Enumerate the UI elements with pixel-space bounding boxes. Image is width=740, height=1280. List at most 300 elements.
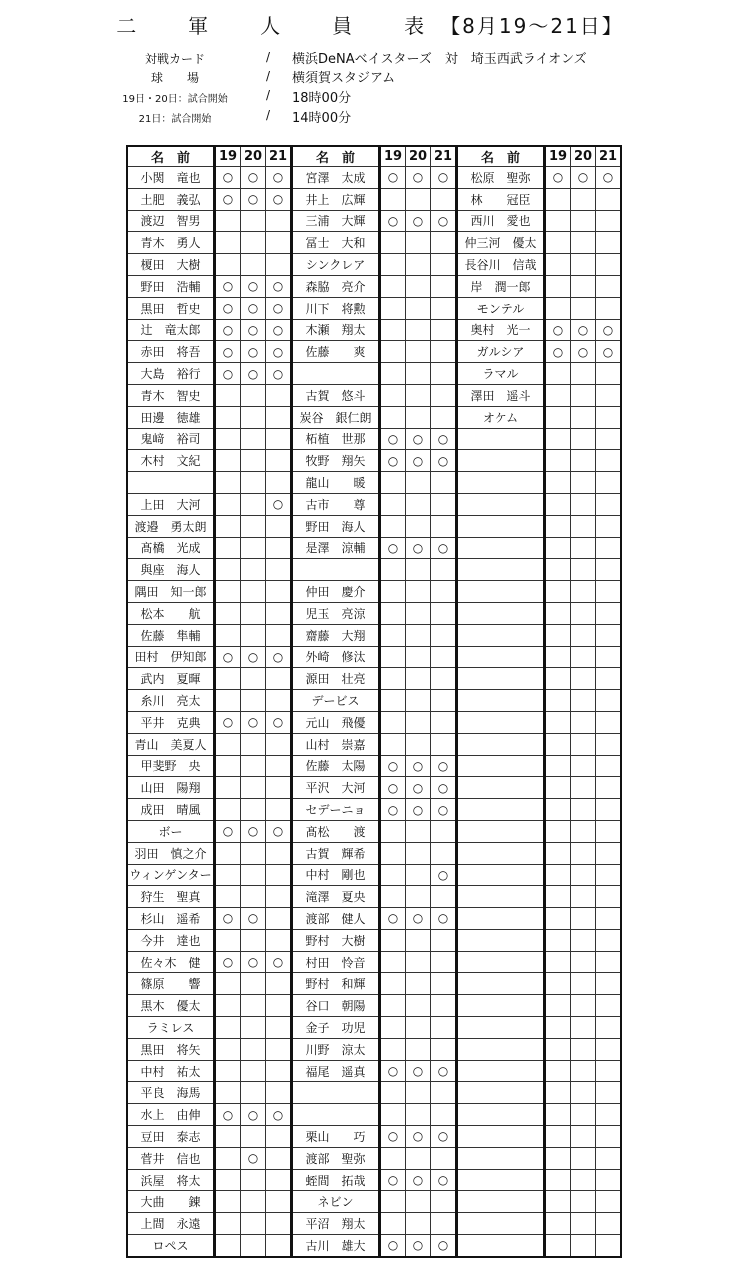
circle-mark: ○	[247, 170, 259, 185]
player-name: 平良 海馬	[127, 1082, 215, 1104]
attendance-cell-20	[406, 428, 431, 450]
attendance-cell-20	[571, 1213, 596, 1235]
attendance-cell-20	[241, 363, 266, 385]
table-row	[127, 559, 621, 581]
circle-mark: ○	[272, 497, 284, 512]
attendance-cell-20	[406, 1104, 431, 1126]
attendance-cell-21	[596, 275, 622, 297]
table-row	[127, 537, 621, 559]
attendance-cell-21	[266, 624, 292, 646]
attendance-cell-21	[266, 1082, 292, 1104]
attendance-cell-21	[431, 1147, 457, 1169]
player-name: 冨士 大和	[292, 232, 380, 254]
attendance-cell-20	[571, 908, 596, 930]
table-row	[127, 820, 621, 842]
attendance-cell-21	[431, 690, 457, 712]
attendance-cell-19	[545, 363, 571, 385]
attendance-cell-21	[596, 755, 622, 777]
attendance-cell-21	[266, 1169, 292, 1191]
attendance-cell-21	[596, 493, 622, 515]
attendance-cell-19	[380, 384, 406, 406]
attendance-cell-19	[380, 820, 406, 842]
player-name: 蛭間 拓哉	[292, 1169, 380, 1191]
attendance-cell-21	[266, 384, 292, 406]
attendance-cell-19	[380, 450, 406, 472]
attendance-cell-20	[241, 842, 266, 864]
player-name: 炭谷 銀仁朗	[292, 406, 380, 428]
attendance-cell-19	[215, 799, 241, 821]
player-name: 山村 崇嘉	[292, 733, 380, 755]
attendance-cell-19	[545, 297, 571, 319]
circle-mark: ○	[412, 1173, 424, 1188]
attendance-cell-21	[431, 886, 457, 908]
attendance-cell-19	[545, 319, 571, 341]
player-name	[457, 995, 545, 1017]
attendance-cell-20	[241, 1191, 266, 1213]
table-row	[127, 668, 621, 690]
table-row	[127, 406, 621, 428]
circle-mark: ○	[222, 715, 234, 730]
circle-mark: ○	[437, 1173, 449, 1188]
attendance-cell-21	[266, 1213, 292, 1235]
player-name: 青山 美夏人	[127, 733, 215, 755]
attendance-cell-20	[406, 820, 431, 842]
attendance-cell-21	[596, 1235, 622, 1257]
player-name	[457, 1147, 545, 1169]
attendance-cell-20	[241, 995, 266, 1017]
attendance-cell-21	[596, 581, 622, 603]
table-row	[127, 777, 621, 799]
player-name: 佐藤 隼輔	[127, 624, 215, 646]
player-name	[457, 1017, 545, 1039]
attendance-cell-21	[596, 1104, 622, 1126]
attendance-cell-19	[545, 602, 571, 624]
circle-mark: ○	[437, 540, 449, 555]
attendance-cell-21	[266, 493, 292, 515]
circle-mark: ○	[577, 322, 589, 337]
player-name: 榎田 大樹	[127, 254, 215, 276]
attendance-cell-20	[406, 690, 431, 712]
attendance-cell-21	[431, 1235, 457, 1257]
attendance-cell-20	[406, 450, 431, 472]
table-row	[127, 929, 621, 951]
player-name: 西川 愛也	[457, 210, 545, 232]
attendance-cell-19	[545, 1147, 571, 1169]
attendance-cell-21	[266, 537, 292, 559]
attendance-cell-20	[406, 472, 431, 494]
player-name: オケム	[457, 406, 545, 428]
separator: /	[266, 69, 271, 83]
attendance-cell-20	[571, 690, 596, 712]
player-name: 黒田 将矢	[127, 1038, 215, 1060]
player-name	[457, 646, 545, 668]
attendance-cell-21	[266, 1235, 292, 1257]
player-name	[457, 1191, 545, 1213]
attendance-cell-19	[545, 1126, 571, 1148]
attendance-cell-20	[241, 886, 266, 908]
attendance-cell-20	[241, 275, 266, 297]
attendance-cell-19	[215, 1169, 241, 1191]
attendance-cell-21	[431, 210, 457, 232]
player-name: 田邊 徳雄	[127, 406, 215, 428]
table-row	[127, 1126, 621, 1148]
attendance-cell-21	[596, 537, 622, 559]
attendance-cell-20	[241, 167, 266, 189]
table-row	[127, 1213, 621, 1235]
circle-mark: ○	[222, 911, 234, 926]
player-name: 中村 剛也	[292, 864, 380, 886]
header-day-21: 21	[431, 146, 457, 167]
attendance-cell-21	[266, 1017, 292, 1039]
attendance-cell-21	[596, 254, 622, 276]
player-name	[457, 842, 545, 864]
attendance-cell-19	[215, 1082, 241, 1104]
attendance-cell-21	[596, 777, 622, 799]
attendance-cell-20	[571, 799, 596, 821]
attendance-cell-21	[431, 363, 457, 385]
player-name: 渡部 聖弥	[292, 1147, 380, 1169]
player-name: 古賀 悠斗	[292, 384, 380, 406]
attendance-cell-19	[545, 690, 571, 712]
header-day-19: 19	[545, 146, 571, 167]
attendance-cell-19	[545, 1169, 571, 1191]
attendance-cell-19	[545, 668, 571, 690]
table-row	[127, 951, 621, 973]
attendance-cell-21	[431, 602, 457, 624]
attendance-cell-21	[596, 690, 622, 712]
attendance-cell-21	[596, 428, 622, 450]
attendance-cell-21	[596, 188, 622, 210]
player-name	[457, 951, 545, 973]
table-row	[127, 1038, 621, 1060]
attendance-cell-19	[380, 363, 406, 385]
circle-mark: ○	[222, 192, 234, 207]
attendance-cell-20	[241, 341, 266, 363]
attendance-cell-19	[380, 1104, 406, 1126]
circle-mark: ○	[437, 867, 449, 882]
attendance-cell-19	[545, 646, 571, 668]
separator: /	[266, 108, 271, 122]
header-name: 名 前	[292, 146, 380, 167]
attendance-cell-20	[241, 1169, 266, 1191]
attendance-cell-19	[215, 908, 241, 930]
attendance-cell-21	[431, 668, 457, 690]
attendance-cell-20	[241, 210, 266, 232]
circle-mark: ○	[247, 322, 259, 337]
attendance-cell-20	[241, 690, 266, 712]
circle-mark: ○	[437, 1238, 449, 1253]
circle-mark: ○	[222, 322, 234, 337]
attendance-cell-19	[380, 581, 406, 603]
player-name: 杉山 遥希	[127, 908, 215, 930]
player-name: 青木 勇人	[127, 232, 215, 254]
player-name: 野田 海人	[292, 515, 380, 537]
table-row	[127, 1147, 621, 1169]
attendance-cell-21	[431, 1169, 457, 1191]
attendance-cell-19	[380, 1147, 406, 1169]
player-name: 古市 尊	[292, 493, 380, 515]
player-name: 川下 将勲	[292, 297, 380, 319]
attendance-cell-21	[596, 799, 622, 821]
attendance-cell-19	[215, 341, 241, 363]
player-name: 浜屋 将太	[127, 1169, 215, 1191]
attendance-cell-19	[545, 167, 571, 189]
attendance-cell-20	[241, 297, 266, 319]
attendance-cell-20	[571, 450, 596, 472]
circle-mark: ○	[272, 366, 284, 381]
attendance-cell-19	[215, 777, 241, 799]
player-name: 元山 飛優	[292, 711, 380, 733]
attendance-cell-20	[406, 167, 431, 189]
player-name: 龍山 暖	[292, 472, 380, 494]
attendance-cell-21	[431, 711, 457, 733]
player-name: 辻 竜太郎	[127, 319, 215, 341]
attendance-cell-21	[596, 1082, 622, 1104]
attendance-cell-20	[406, 363, 431, 385]
player-name	[292, 559, 380, 581]
info-value: 18時00分	[292, 91, 352, 106]
attendance-cell-21	[431, 1191, 457, 1213]
table-row	[127, 886, 621, 908]
attendance-cell-20	[406, 232, 431, 254]
attendance-cell-21	[596, 1147, 622, 1169]
player-name: 髙松 渡	[292, 820, 380, 842]
circle-mark: ○	[412, 911, 424, 926]
attendance-cell-20	[571, 1191, 596, 1213]
attendance-cell-20	[571, 864, 596, 886]
player-name	[292, 363, 380, 385]
player-name: 野村 大樹	[292, 929, 380, 951]
circle-mark: ○	[272, 192, 284, 207]
player-name: ボー	[127, 820, 215, 842]
table-row	[127, 602, 621, 624]
attendance-cell-19	[215, 690, 241, 712]
table-row	[127, 1104, 621, 1126]
attendance-cell-20	[406, 842, 431, 864]
attendance-cell-20	[241, 602, 266, 624]
attendance-cell-21	[596, 1038, 622, 1060]
circle-mark: ○	[412, 453, 424, 468]
attendance-cell-20	[406, 188, 431, 210]
attendance-cell-19	[545, 755, 571, 777]
attendance-cell-20	[406, 210, 431, 232]
attendance-cell-20	[571, 232, 596, 254]
attendance-cell-21	[596, 668, 622, 690]
attendance-cell-20	[571, 167, 596, 189]
info-label: 対戦カード	[144, 52, 205, 66]
attendance-cell-19	[380, 690, 406, 712]
attendance-cell-19	[380, 711, 406, 733]
attendance-cell-21	[266, 275, 292, 297]
attendance-cell-21	[431, 537, 457, 559]
attendance-cell-19	[380, 515, 406, 537]
attendance-cell-19	[545, 428, 571, 450]
attendance-cell-19	[215, 842, 241, 864]
attendance-cell-21	[431, 1060, 457, 1082]
table-row	[127, 384, 621, 406]
attendance-cell-21	[431, 559, 457, 581]
attendance-cell-19	[545, 711, 571, 733]
circle-mark: ○	[387, 431, 399, 446]
attendance-cell-20	[406, 886, 431, 908]
attendance-cell-20	[241, 515, 266, 537]
circle-mark: ○	[222, 366, 234, 381]
attendance-cell-20	[571, 428, 596, 450]
attendance-cell-20	[571, 210, 596, 232]
attendance-cell-21	[266, 515, 292, 537]
player-name	[292, 1104, 380, 1126]
circle-mark: ○	[272, 715, 284, 730]
player-name: モンテル	[457, 297, 545, 319]
player-name	[457, 973, 545, 995]
circle-mark: ○	[602, 170, 614, 185]
attendance-cell-21	[596, 1191, 622, 1213]
player-name	[457, 1169, 545, 1191]
attendance-cell-21	[266, 799, 292, 821]
attendance-cell-20	[406, 1126, 431, 1148]
attendance-cell-19	[380, 1213, 406, 1235]
attendance-cell-20	[406, 646, 431, 668]
attendance-cell-20	[571, 602, 596, 624]
attendance-cell-19	[545, 820, 571, 842]
attendance-cell-20	[241, 908, 266, 930]
circle-mark: ○	[412, 431, 424, 446]
attendance-cell-19	[380, 929, 406, 951]
player-name: 大島 裕行	[127, 363, 215, 385]
circle-mark: ○	[412, 170, 424, 185]
attendance-cell-21	[431, 472, 457, 494]
attendance-cell-21	[596, 995, 622, 1017]
attendance-cell-20	[406, 668, 431, 690]
attendance-cell-19	[215, 973, 241, 995]
table-row	[127, 188, 621, 210]
attendance-cell-19	[215, 1060, 241, 1082]
attendance-cell-19	[215, 1235, 241, 1257]
player-name: 赤田 将吾	[127, 341, 215, 363]
attendance-cell-19	[380, 624, 406, 646]
attendance-cell-20	[241, 777, 266, 799]
attendance-cell-19	[215, 646, 241, 668]
circle-mark: ○	[247, 1107, 259, 1122]
attendance-cell-19	[380, 493, 406, 515]
table-row	[127, 1060, 621, 1082]
player-name: 甲斐野 央	[127, 755, 215, 777]
attendance-cell-20	[571, 537, 596, 559]
circle-mark: ○	[247, 715, 259, 730]
player-name: 児玉 亮涼	[292, 602, 380, 624]
attendance-cell-21	[266, 820, 292, 842]
attendance-cell-21	[266, 188, 292, 210]
attendance-cell-20	[571, 188, 596, 210]
attendance-cell-20	[571, 733, 596, 755]
attendance-cell-21	[596, 602, 622, 624]
player-name: 松原 聖弥	[457, 167, 545, 189]
circle-mark: ○	[222, 301, 234, 316]
player-name	[457, 929, 545, 951]
attendance-cell-19	[215, 929, 241, 951]
circle-mark: ○	[387, 1238, 399, 1253]
attendance-cell-21	[431, 1082, 457, 1104]
circle-mark: ○	[412, 780, 424, 795]
attendance-cell-21	[596, 384, 622, 406]
attendance-cell-21	[431, 1104, 457, 1126]
player-name: 平沼 翔太	[292, 1213, 380, 1235]
attendance-cell-19	[215, 188, 241, 210]
attendance-cell-21	[431, 1126, 457, 1148]
info-value: 横浜DeNAベイスターズ 対 埼玉西武ライオンズ	[292, 52, 587, 67]
player-name	[457, 777, 545, 799]
circle-mark: ○	[387, 1064, 399, 1079]
player-name	[457, 690, 545, 712]
attendance-cell-19	[545, 232, 571, 254]
attendance-cell-20	[571, 1104, 596, 1126]
circle-mark: ○	[412, 540, 424, 555]
header-name: 名 前	[127, 146, 215, 167]
attendance-cell-20	[406, 777, 431, 799]
attendance-cell-21	[266, 559, 292, 581]
player-name	[457, 668, 545, 690]
table-row	[127, 711, 621, 733]
header-day-21: 21	[266, 146, 292, 167]
player-name: 大曲 錬	[127, 1191, 215, 1213]
attendance-cell-19	[380, 951, 406, 973]
table-row	[127, 275, 621, 297]
table-row	[127, 864, 621, 886]
player-name	[457, 1060, 545, 1082]
circle-mark: ○	[272, 301, 284, 316]
attendance-cell-19	[545, 929, 571, 951]
circle-mark: ○	[602, 344, 614, 359]
player-name	[457, 450, 545, 472]
attendance-cell-21	[431, 297, 457, 319]
attendance-cell-21	[431, 341, 457, 363]
attendance-cell-20	[571, 995, 596, 1017]
attendance-cell-20	[406, 908, 431, 930]
attendance-cell-21	[266, 908, 292, 930]
player-name: 黒木 優太	[127, 995, 215, 1017]
attendance-cell-21	[596, 1126, 622, 1148]
player-name: 澤田 遥斗	[457, 384, 545, 406]
attendance-cell-19	[380, 602, 406, 624]
header-day-21: 21	[596, 146, 622, 167]
attendance-cell-21	[431, 1213, 457, 1235]
attendance-cell-19	[215, 1126, 241, 1148]
attendance-cell-20	[571, 1147, 596, 1169]
attendance-cell-20	[406, 1235, 431, 1257]
attendance-cell-19	[545, 973, 571, 995]
attendance-cell-21	[596, 886, 622, 908]
attendance-cell-20	[406, 602, 431, 624]
attendance-cell-19	[545, 995, 571, 1017]
table-row	[127, 646, 621, 668]
attendance-cell-20	[241, 755, 266, 777]
attendance-cell-20	[406, 537, 431, 559]
player-name: 村田 怜音	[292, 951, 380, 973]
attendance-cell-19	[215, 232, 241, 254]
table-row	[127, 842, 621, 864]
player-name: 林 冠臣	[457, 188, 545, 210]
table-row	[127, 995, 621, 1017]
circle-mark: ○	[552, 322, 564, 337]
attendance-cell-21	[266, 210, 292, 232]
attendance-cell-20	[571, 951, 596, 973]
attendance-cell-20	[241, 472, 266, 494]
attendance-cell-21	[596, 210, 622, 232]
attendance-cell-19	[215, 472, 241, 494]
player-name: 上間 永遠	[127, 1213, 215, 1235]
table-row	[127, 210, 621, 232]
attendance-cell-20	[571, 406, 596, 428]
